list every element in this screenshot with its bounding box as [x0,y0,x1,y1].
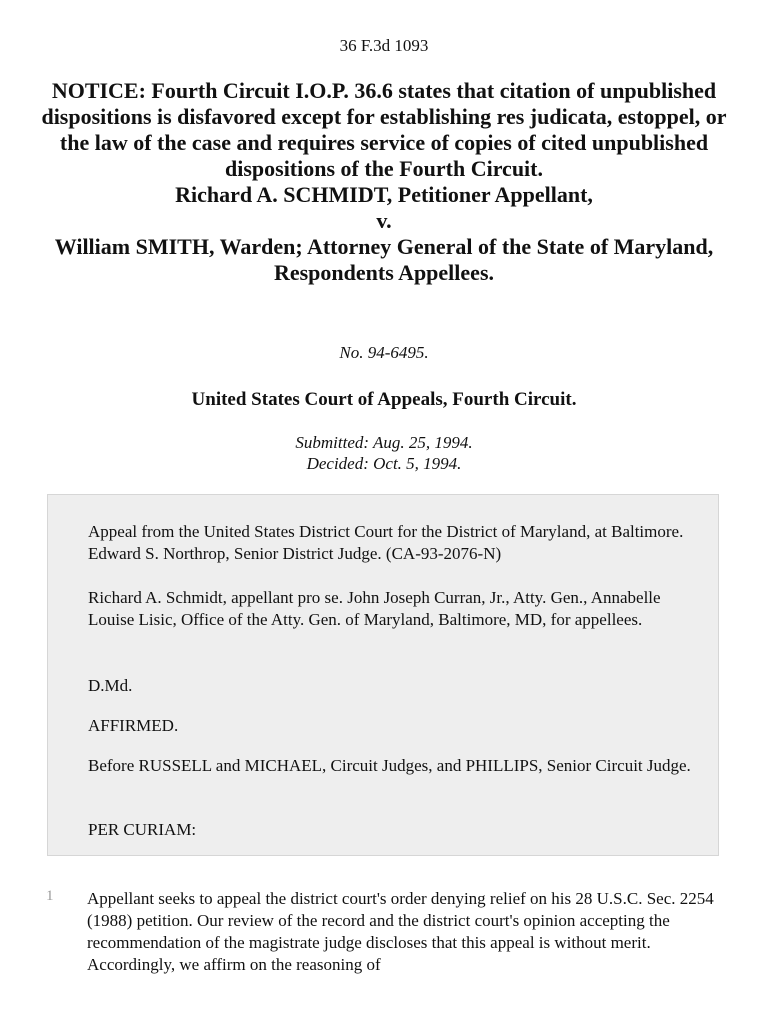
disposition: AFFIRMED. [88,716,179,735]
court-name: United States Court of Appeals, Fourth Circuit. [191,389,577,410]
submitted-date: Submitted: Aug. 25, 1994. [295,433,473,452]
respondents-line: William SMITH, Warden; Attorney General of the State of Maryland, Respondents Appellees. [54,234,714,285]
panel: Before RUSSELL and MICHAEL, Circuit Judges, and PHILLIPS, Senior Circuit Judge. [88,756,691,775]
opinion-by: PER CURIAM: [88,820,197,839]
case-citation: 36 F.3d 1093 [339,36,429,55]
petitioner-line: Richard A. SCHMIDT, Petitioner Appellant, [175,182,593,207]
paragraph-text: Appellant seeks to appeal the district court's order denying relief on his 28 U.S.C. Sec. 2254 (1988) petition. Our review of the record and the district court's opinion accepting the recommendation of the magistrate judge discloses that this appeal is without merit. Accordingly, we affirm on the reasoning of [87,889,714,974]
district-abbrev: D.Md. [88,676,133,695]
decided-date: Decided: Oct. 5, 1994. [306,454,462,473]
unpublished-notice: NOTICE: Fourth Circuit I.O.P. 36.6 states that citation of unpublished dispositions is disfavored except for establishing res judicata, estoppel, or the law of the case and requires service of copies of cited unpublished dispositions of the Fourth Circuit. [41,78,727,181]
docket-number: No. 94-6495. [339,343,429,362]
appeal-from: Appeal from the United States District Court for the District of Maryland, at Baltimore. Edward S. Northrop, Senior District Judge. (CA-93-2076-N) [88,522,684,563]
case-summary-box [47,494,719,856]
counsel: Richard A. Schmidt, appellant pro se. John Joseph Curran, Jr., Atty. Gen., Annabelle Louise Lisic, Office of the Atty. Gen. of Maryland, Baltimore, MD, for appellees. [88,588,661,629]
paragraph-number: 1 [46,888,54,904]
case-caption [40,78,728,286]
case-dates [0,432,768,474]
versus-line: v. [376,208,392,233]
